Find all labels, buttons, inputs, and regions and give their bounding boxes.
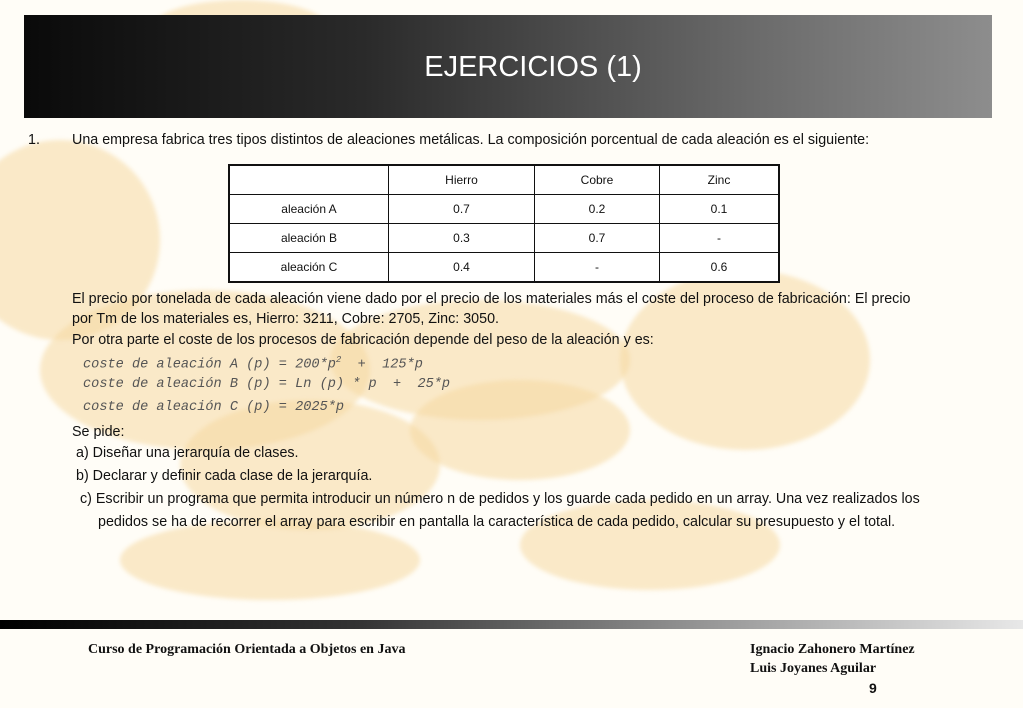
page-number: 9 bbox=[869, 680, 877, 696]
formula-c: coste de aleación C (p) = 2025*p bbox=[83, 400, 345, 415]
composition-table bbox=[228, 164, 780, 283]
price-text-line2: por Tm de los materiales es, Hierro: 3211, Cobre: 2705, Zinc: 3050. bbox=[72, 311, 500, 327]
item-number: 1. bbox=[28, 132, 40, 148]
table-cell: 0.7 bbox=[535, 224, 660, 253]
process-text: Por otra parte el coste de los procesos de fabricación depende del peso de la aleación y es: bbox=[72, 332, 654, 348]
task-a: a) Diseñar una jerarquía de clases. bbox=[76, 445, 299, 461]
table-cell: 0.3 bbox=[389, 224, 535, 253]
table-header-cell: Zinc bbox=[660, 165, 780, 195]
formula-a-exponent: 2 bbox=[335, 355, 342, 365]
table-header-cell: Hierro bbox=[389, 165, 535, 195]
slide-title: EJERCICIOS (1) bbox=[424, 51, 642, 83]
table-cell: 0.1 bbox=[660, 195, 780, 224]
table-cell: - bbox=[660, 224, 780, 253]
se-pide-label: Se pide: bbox=[72, 424, 125, 440]
formula-a-rest: + 125*p bbox=[341, 357, 423, 373]
table-cell: 0.2 bbox=[535, 195, 660, 224]
footer-course: Curso de Programación Orientada a Objetos en Java bbox=[88, 642, 406, 657]
footer-divider bbox=[0, 620, 1023, 629]
table-cell: - bbox=[535, 253, 660, 283]
table-cell: aleación B bbox=[229, 224, 389, 253]
table-cell: 0.4 bbox=[389, 253, 535, 283]
table-row bbox=[229, 195, 779, 224]
intro-text: Una empresa fabrica tres tipos distintos de aleaciones metálicas. La composición porcentual de cada aleación es el siguiente: bbox=[72, 132, 870, 148]
table-row bbox=[229, 224, 779, 253]
table-header-cell: Cobre bbox=[535, 165, 660, 195]
formula-b: coste de aleación B (p) = Ln (p) * p + 25*p bbox=[83, 377, 451, 392]
table-cell: aleación C bbox=[229, 253, 389, 283]
table-header-cell bbox=[229, 165, 389, 195]
price-text-line1: El precio por tonelada de cada aleación viene dado por el precio de los materiales más el coste del proceso de fabricación: El precio bbox=[72, 291, 911, 307]
task-b: b) Declarar y definir cada clase de la jerarquía. bbox=[76, 468, 373, 484]
task-c-line2: pedidos se ha de recorrer el array para escribir en pantalla la característica de cada pedido, calcular su presupuesto y el total. bbox=[98, 514, 896, 530]
formula-a-main: coste de aleación A (p) = 200*p bbox=[83, 357, 336, 373]
footer-author-1: Ignacio Zahonero Martínez bbox=[750, 642, 915, 657]
table-header-row bbox=[229, 165, 779, 195]
table-cell: 0.6 bbox=[660, 253, 780, 283]
table-cell: aleación A bbox=[229, 195, 389, 224]
table-row bbox=[229, 253, 779, 283]
formula-a bbox=[83, 355, 423, 373]
task-c-line1: c) Escribir un programa que permita introducir un número n de pedidos y los guarde cada pedido en un array. Una vez realizados los bbox=[80, 491, 920, 507]
table-cell: 0.7 bbox=[389, 195, 535, 224]
footer-author-2: Luis Joyanes Aguilar bbox=[750, 661, 877, 676]
